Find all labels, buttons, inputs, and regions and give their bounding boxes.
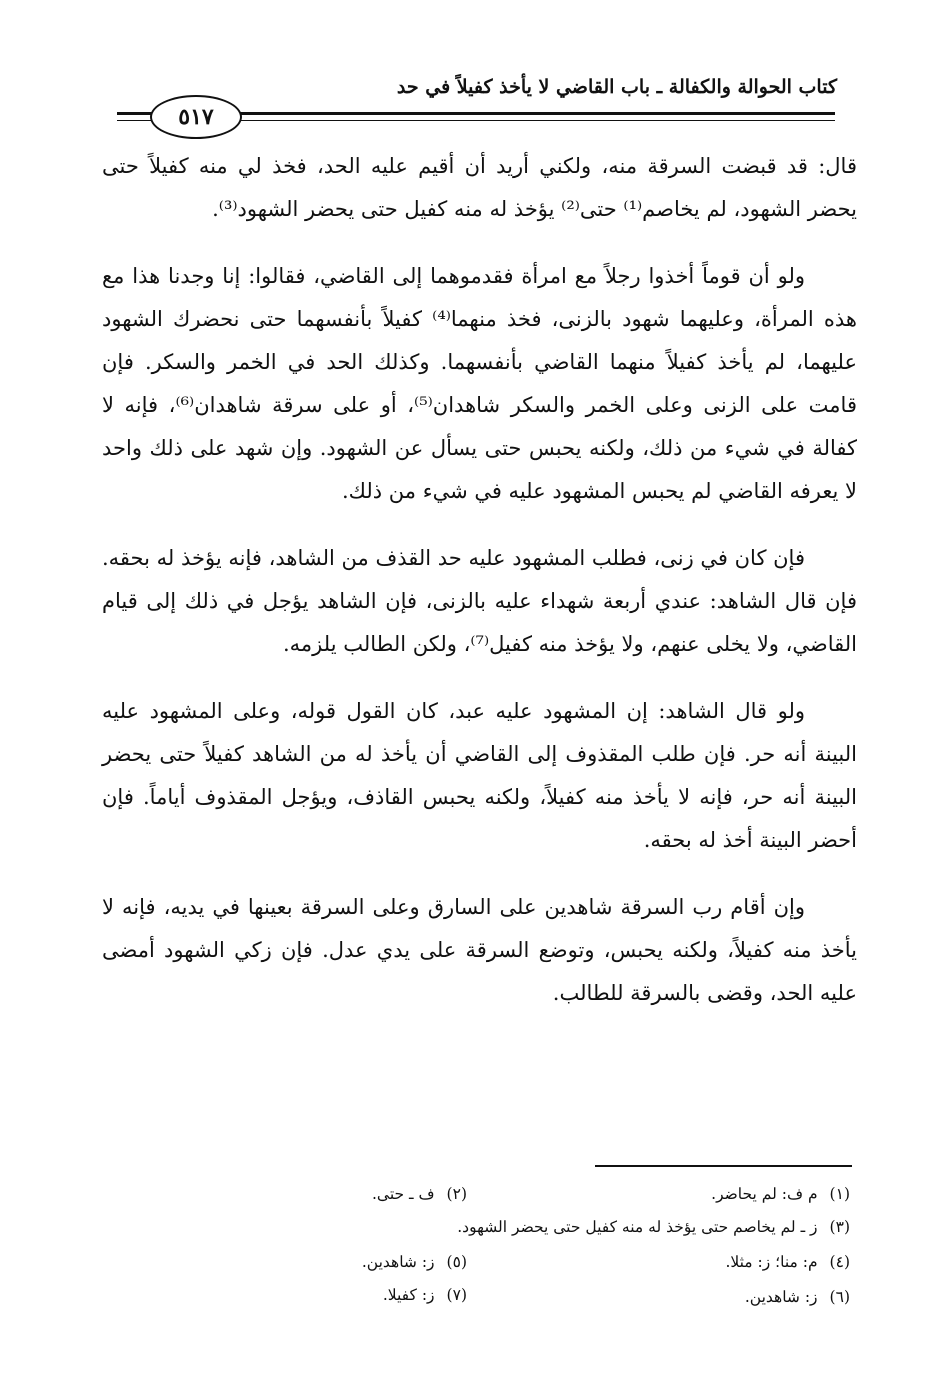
footnote-5: [362, 1251, 467, 1273]
footnote-text: ز: شاهدين.: [361, 1253, 435, 1271]
footnote-2: [372, 1183, 467, 1205]
footnote-number: (٧): [446, 1286, 467, 1304]
footnote-number: (٣): [829, 1218, 850, 1236]
footnote-7: [383, 1284, 467, 1306]
footnote-text: ز ـ لم يخاصم حتى يؤخذ له منه كفيل حتى يحضر الشهود.: [457, 1218, 818, 1236]
footnote-4: [725, 1251, 850, 1273]
footnote-text: ز: كفيلا.: [382, 1286, 435, 1304]
footnote-text: ز: شاهدين.: [744, 1288, 818, 1306]
page-number-badge: ٥١٧: [150, 95, 242, 139]
footnote-number: (٥): [446, 1253, 467, 1271]
footnote-6: [745, 1286, 850, 1308]
footnote-number: (١): [829, 1185, 850, 1203]
footnote-number: (٤): [829, 1253, 850, 1271]
footnote-text: م ف: لم يحاضر.: [711, 1185, 818, 1203]
running-header-title: كتاب الحوالة والكفالة ـ باب القاضي لا يأخذ كفيلاً في حد: [396, 76, 837, 98]
footnote-1: [711, 1183, 850, 1205]
paragraph-2: ولو أن قوماً أخذوا رجلاً مع امرأة فقدموهما إلى القاضي، فقالوا: إنا وجدنا هذا مع هذه المرأة، وعليهما شهود بالزنى، فخذ منهما⁽⁴⁾ كفيلاً بأنفسهما حتى نحضرك الشهود عليهما، لم يأخذ كفيلاً منهما القاضي بأنفسهما. وكذلك الحد في الخمر والسكر. فإن قامت على الزنى وعلى الخمر والسكر شاهدان⁽⁵⁾، أو على سرقة شاهدان⁽⁶⁾، فإنه لا كفالة في شيء من ذلك، ولكنه يحبس حتى يسأل عن الشهود. وإن شهد على ذلك واحد لا يعرفه القاضي لم يحبس المشهود عليه في شيء من ذلك.: [102, 264, 857, 503]
footnote-number: (٦): [829, 1288, 850, 1306]
body-text: [102, 145, 857, 1039]
footnote-text: ف ـ حتى.: [371, 1185, 435, 1203]
footnote-text: م: منا؛ ز: مثلا.: [725, 1253, 818, 1271]
paragraph-4: ولو قال الشاهد: إن المشهود عليه عبد، كان القول قوله، وعلى المشهود عليه البينة أنه حر. فإن طلب المقذوف إلى القاضي أن يأخذ له من الشاهد كفيلاً حتى يحضر البينة أنه حر، فإنه لا يأخذ منه كفيلاً، ولكنه يحبس القاذف، ويؤجل المقذوف أياماً. فإن أحضر البينة أخذ له بحقه.: [102, 699, 857, 852]
footnote-3: [457, 1216, 850, 1238]
paragraph-5: وإن أقام رب السرقة شاهدين على السارق وعلى السرقة بعينها في يديه، فإنه لا يأخذ منه كفيلاً، ولكنه يحبس، وتوضع السرقة على يدي عدل. فإن زكي الشهود أمضى عليه الحد، وقضى بالسرقة للطالب.: [102, 895, 857, 1005]
footnote-number: (٢): [446, 1185, 467, 1203]
paragraph-1: قال: قد قبضت السرقة منه، ولكني أريد أن أقيم عليه الحد، فخذ لي منه كفيلاً حتى يحضر الشهود، لم يخاصم⁽¹⁾ حتى⁽²⁾ يؤخذ له منه كفيل حتى يحضر الشهود⁽³⁾.: [102, 154, 857, 221]
footnote-separator: [595, 1165, 852, 1167]
paragraph-3: فإن كان في زنى، فطلب المشهود عليه حد القذف من الشاهد، فإنه يؤخذ له بحقه. فإن قال الشاهد: عندي أربعة شهداء عليه بالزنى، فإن الشاهد يؤجل في ذلك إلى قيام القاضي، ولا يخلى عنهم، ولا يؤخذ منه كفيل⁽⁷⁾، ولكن الطالب يلزمه.: [102, 546, 857, 656]
